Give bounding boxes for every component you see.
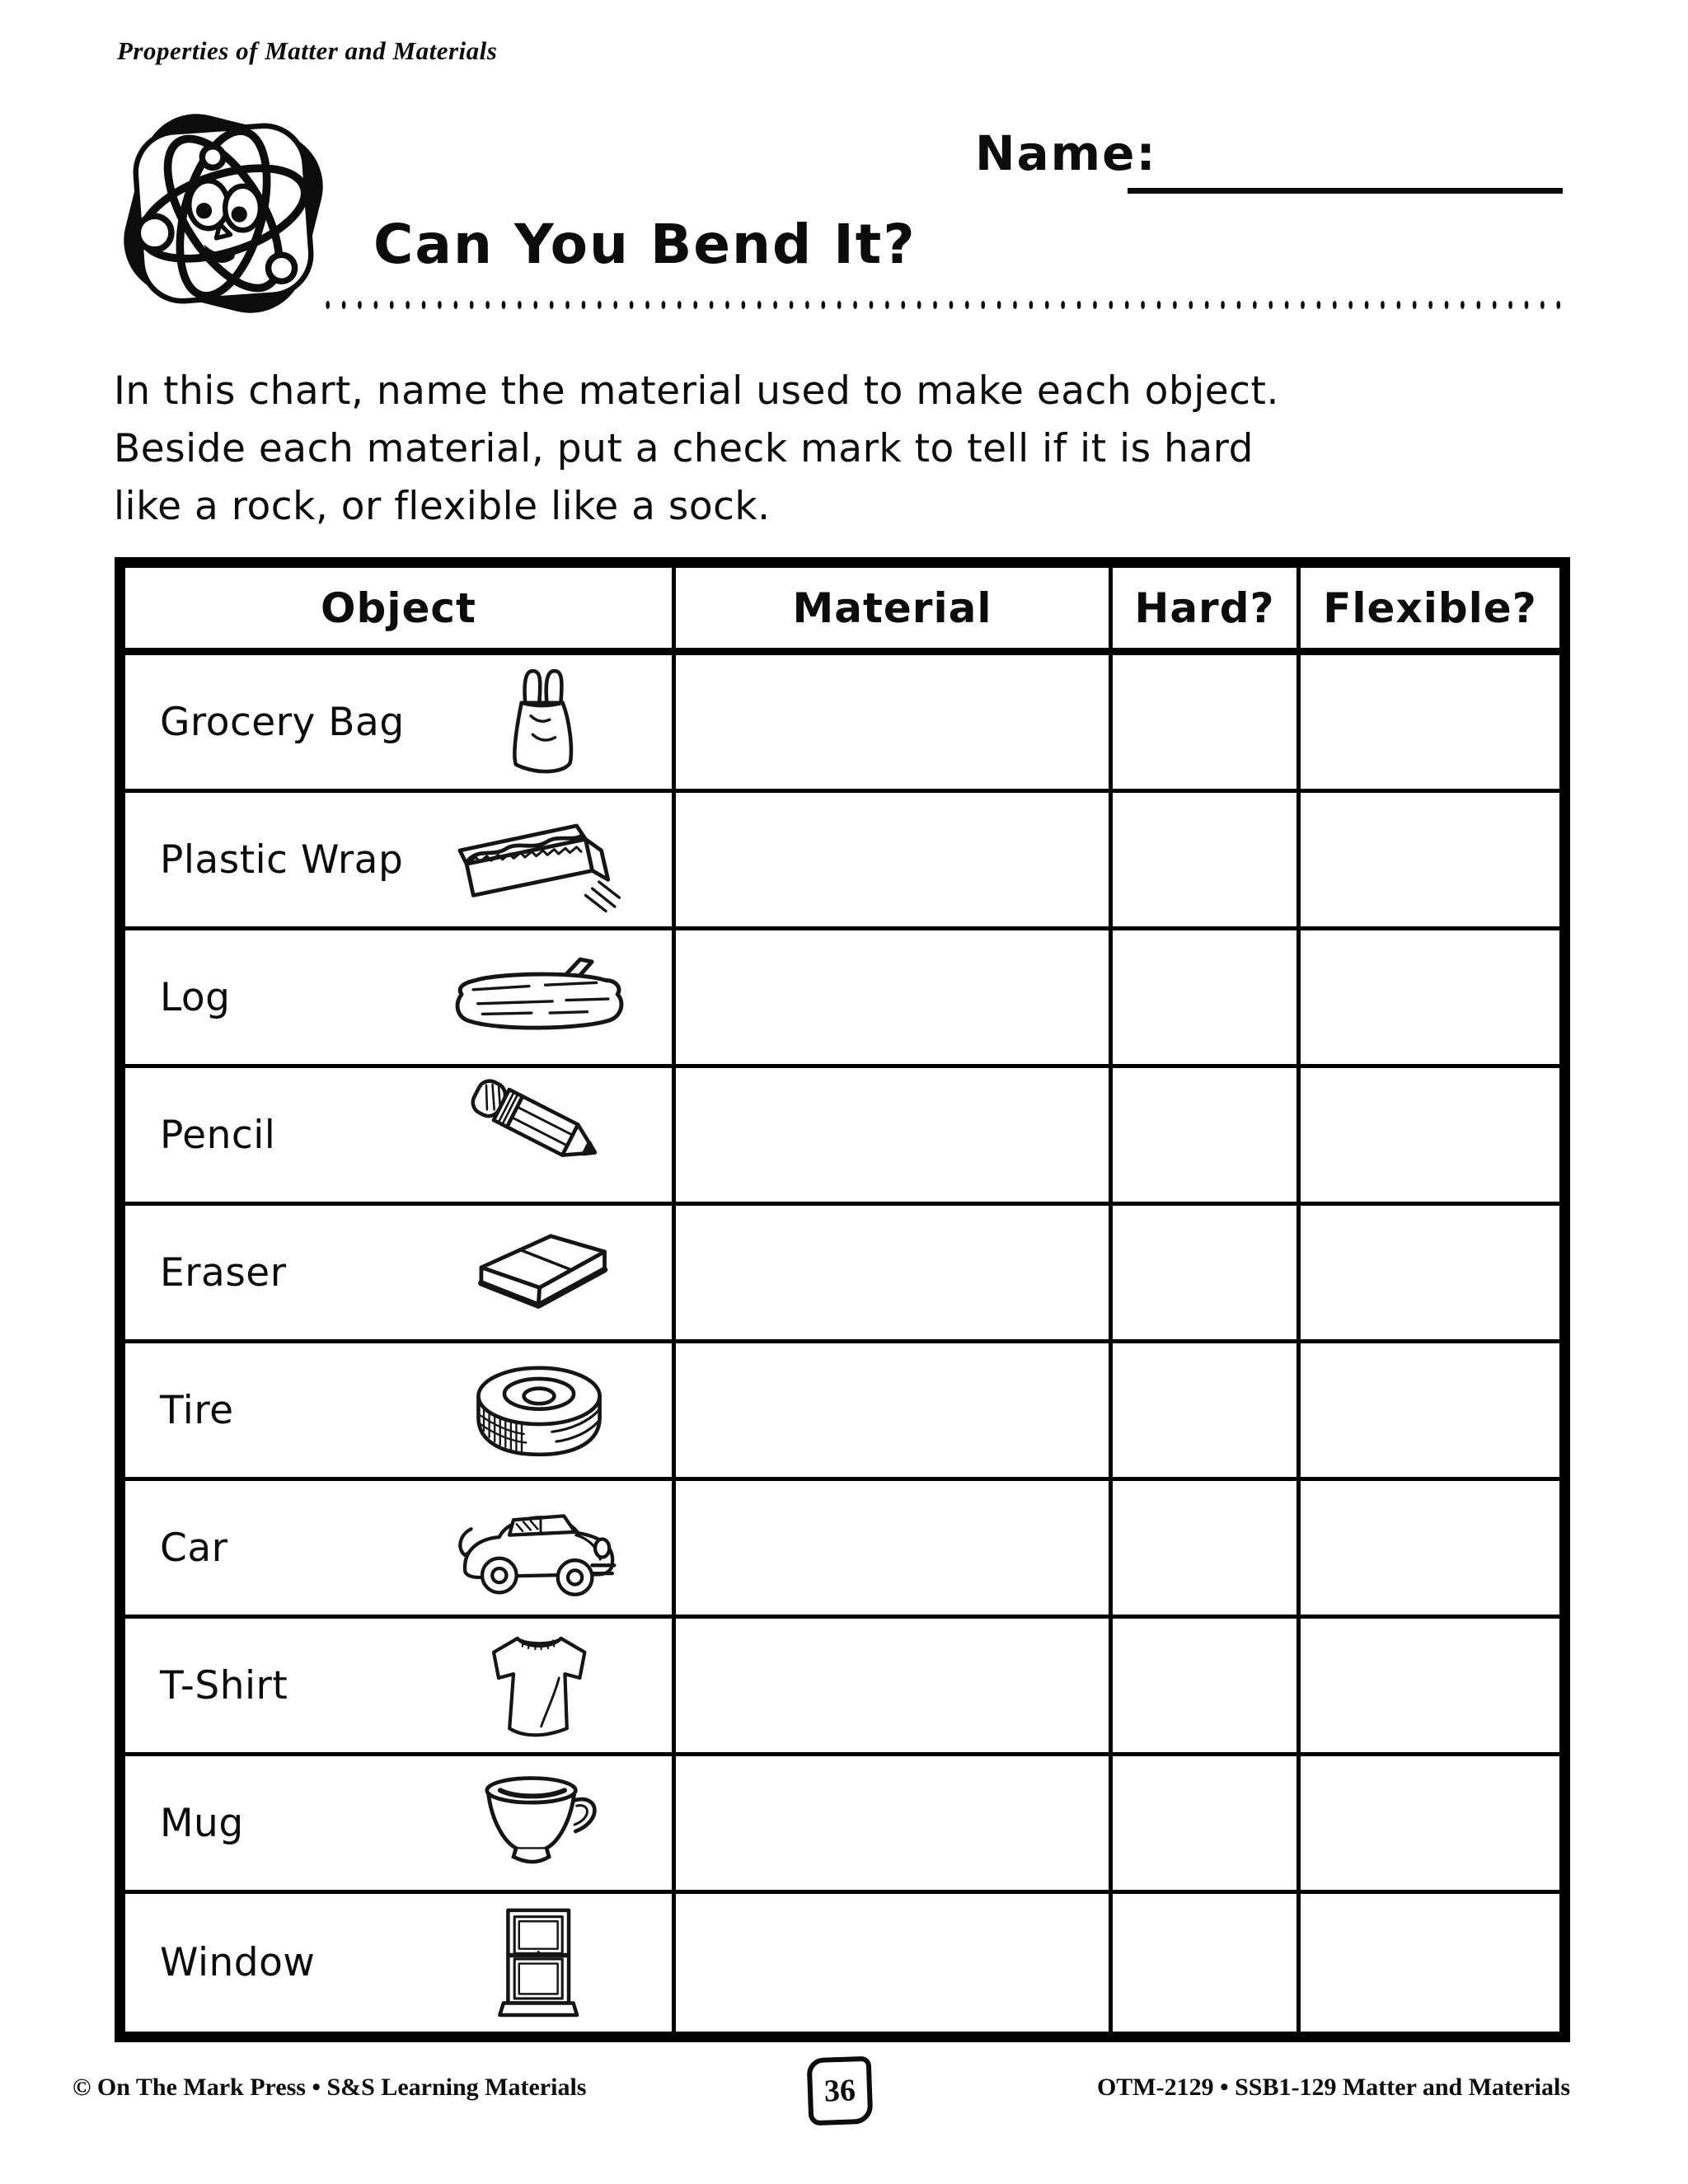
table-row-object-pencil bbox=[125, 1068, 676, 1206]
hard-cell bbox=[1113, 1068, 1301, 1206]
table-row-object-car bbox=[125, 1481, 676, 1619]
object-label: T-Shirt bbox=[160, 1662, 288, 1708]
material-cell bbox=[676, 655, 1113, 793]
hard-cell bbox=[1113, 655, 1301, 793]
material-cell bbox=[676, 1343, 1113, 1481]
object-label: Window bbox=[160, 1940, 316, 1985]
column-header-object: Object bbox=[125, 568, 676, 655]
page-number: 36 bbox=[823, 2073, 856, 2109]
flexible-cell bbox=[1301, 1756, 1559, 1894]
object-label: Tire bbox=[160, 1387, 234, 1433]
instructions-line: Beside each material, put a check mark to tell if it is hard bbox=[114, 426, 1254, 471]
hard-cell bbox=[1113, 1756, 1301, 1894]
object-label: Mug bbox=[160, 1800, 244, 1846]
publisher-credit: © On The Mark Press • S&S Learning Materials bbox=[73, 2074, 587, 2101]
hard-cell bbox=[1113, 1619, 1301, 1756]
table-row-object-plastic-wrap bbox=[125, 793, 676, 930]
flexible-cell bbox=[1301, 1619, 1559, 1756]
hard-cell bbox=[1113, 1894, 1301, 2032]
grocery-bag-icon bbox=[421, 663, 660, 780]
window-icon bbox=[421, 1905, 660, 2021]
material-cell bbox=[676, 1894, 1113, 2032]
material-cell bbox=[676, 1756, 1113, 1894]
object-label: Pencil bbox=[160, 1112, 276, 1158]
material-cell bbox=[676, 1068, 1113, 1206]
page-title: Can You Bend It? bbox=[373, 213, 917, 276]
table-row-object-window bbox=[125, 1894, 676, 2032]
column-header-flexible: Flexible? bbox=[1301, 568, 1559, 655]
tire-icon bbox=[421, 1355, 660, 1465]
material-cell bbox=[676, 793, 1113, 930]
material-cell bbox=[676, 1481, 1113, 1619]
instructions-line: In this chart, name the material used to make each object. bbox=[114, 368, 1279, 414]
hard-cell bbox=[1113, 1343, 1301, 1481]
dotted-divider bbox=[320, 297, 1571, 313]
table-row-object-eraser bbox=[125, 1206, 676, 1343]
table-row-object-tire bbox=[125, 1343, 676, 1481]
table-row-object-mug bbox=[125, 1756, 676, 1894]
flexible-cell bbox=[1301, 1894, 1559, 2032]
hard-cell bbox=[1113, 930, 1301, 1068]
flexible-cell bbox=[1301, 1343, 1559, 1481]
hard-cell bbox=[1113, 793, 1301, 930]
flexible-cell bbox=[1301, 930, 1559, 1068]
object-label: Grocery Bag bbox=[160, 699, 405, 745]
name-label: Name: bbox=[975, 125, 1157, 181]
bend-it-chart bbox=[115, 557, 1570, 2042]
object-label: Plastic Wrap bbox=[160, 837, 404, 883]
table-row-object-log bbox=[125, 930, 676, 1068]
flexible-cell bbox=[1301, 1068, 1559, 1206]
material-cell bbox=[676, 930, 1113, 1068]
flexible-cell bbox=[1301, 1206, 1559, 1343]
car-icon bbox=[421, 1493, 660, 1604]
material-cell bbox=[676, 1619, 1113, 1756]
catalog-reference: OTM-2129 • SSB1-129 Matter and Materials bbox=[1096, 2074, 1570, 2101]
table-row-object-grocery-bag bbox=[125, 655, 676, 793]
instructions-text bbox=[114, 363, 1279, 536]
hard-cell bbox=[1113, 1481, 1301, 1619]
object-label: Log bbox=[160, 974, 231, 1020]
hard-cell bbox=[1113, 1206, 1301, 1343]
pencil-icon bbox=[421, 1071, 660, 1199]
flexible-cell bbox=[1301, 1481, 1559, 1619]
plastic-wrap-icon bbox=[421, 801, 660, 919]
instructions-line: like a rock, or flexible like a sock. bbox=[114, 484, 771, 529]
material-cell bbox=[676, 1206, 1113, 1343]
atom-mascot-icon bbox=[106, 99, 341, 328]
tshirt-icon bbox=[421, 1629, 660, 1742]
flexible-cell bbox=[1301, 793, 1559, 930]
column-header-material: Material bbox=[676, 568, 1113, 655]
eraser-icon bbox=[421, 1225, 660, 1320]
table-row-object-tshirt bbox=[125, 1619, 676, 1756]
name-field-line bbox=[1128, 134, 1563, 194]
object-label: Car bbox=[160, 1525, 228, 1571]
log-icon bbox=[421, 948, 660, 1047]
column-header-hard: Hard? bbox=[1113, 568, 1301, 655]
object-label: Eraser bbox=[160, 1249, 287, 1296]
series-title: Properties of Matter and Materials bbox=[117, 36, 498, 65]
page-number-badge bbox=[807, 2056, 874, 2126]
flexible-cell bbox=[1301, 655, 1559, 793]
mug-icon bbox=[421, 1770, 660, 1876]
